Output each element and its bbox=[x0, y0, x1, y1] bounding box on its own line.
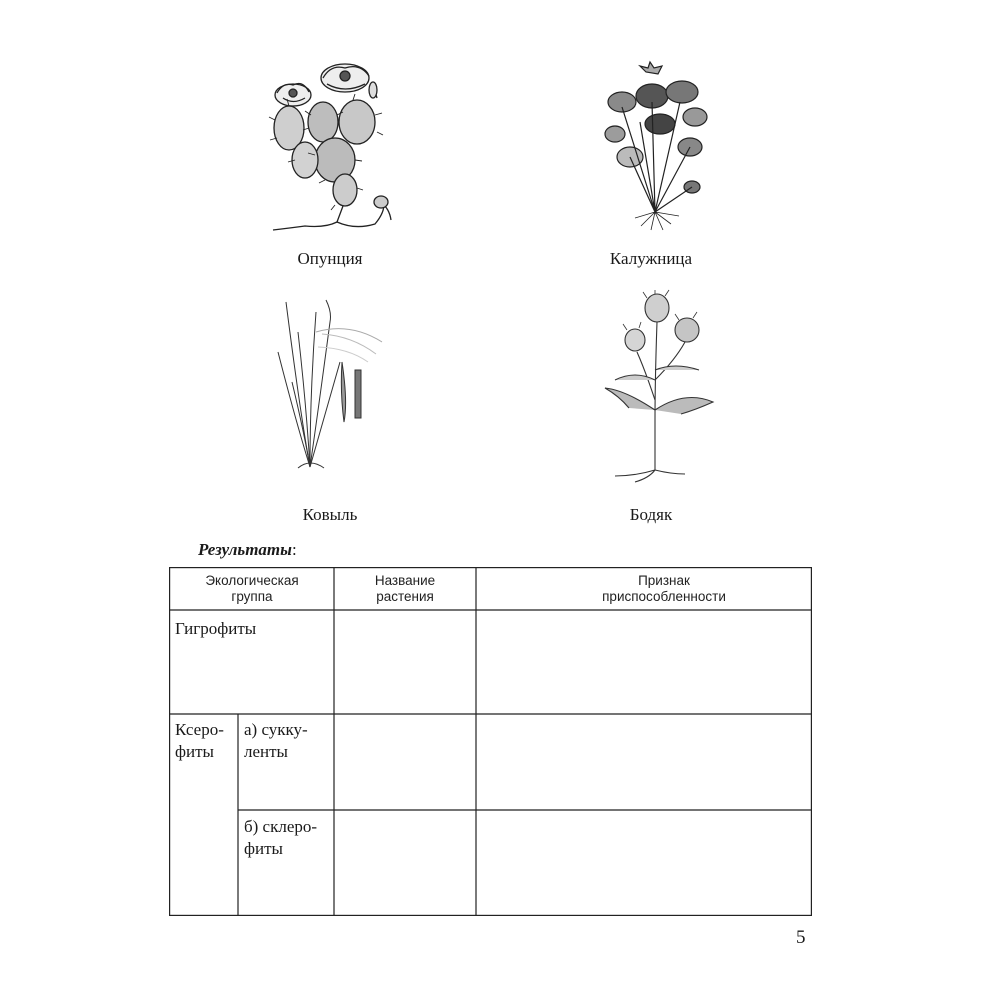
row-xerophytes: Ксеро- фиты bbox=[175, 720, 224, 761]
row-sclerophytes: б) склеро- фиты bbox=[244, 817, 318, 858]
results-title: Результаты: bbox=[198, 540, 297, 559]
plant-caption: Бодяк bbox=[629, 505, 673, 524]
row-succulents: а) сукку- ленты bbox=[244, 720, 308, 761]
answer-cell[interactable] bbox=[335, 715, 475, 809]
caltha-illustration bbox=[600, 62, 710, 232]
results-table bbox=[169, 567, 812, 916]
header-plant-name: Название растения bbox=[374, 573, 436, 604]
answer-cell[interactable] bbox=[335, 811, 475, 915]
row-hygrophytes: Гигрофиты bbox=[175, 619, 257, 638]
opuntia-illustration bbox=[265, 60, 405, 238]
answer-cell[interactable] bbox=[477, 611, 811, 713]
plant-caption: Опунция bbox=[297, 249, 363, 268]
plant-caption: Ковыль bbox=[302, 505, 358, 524]
answer-cell[interactable] bbox=[477, 811, 811, 915]
answer-cell[interactable] bbox=[335, 611, 475, 713]
cirsium-illustration bbox=[595, 290, 720, 482]
stipa-illustration bbox=[270, 292, 390, 474]
answer-cell[interactable] bbox=[477, 715, 811, 809]
page-number: 5 bbox=[796, 927, 806, 948]
header-adaptation: Признак приспособленности bbox=[602, 573, 726, 604]
header-group: Экологическая группа bbox=[205, 573, 299, 604]
plant-caption: Калужница bbox=[609, 249, 693, 268]
